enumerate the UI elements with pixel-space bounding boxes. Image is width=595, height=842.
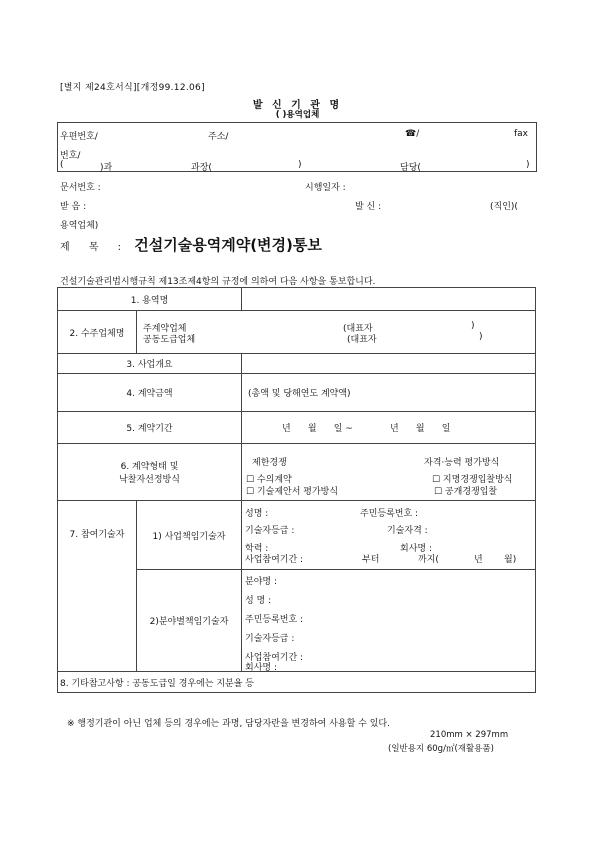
recipient-label: 받 음 : [60,202,87,212]
limited-competition-label: 제한경쟁 [252,458,287,468]
service-company-label: ( )용역업체 [275,110,320,120]
notification-form-table [57,287,536,693]
contract-type-label-line2: 낙찰자선정방식 [119,475,180,485]
address-label: 주소/ [208,132,229,142]
option-negotiated-contract: ☐ 수의계약 [246,475,292,485]
lead-qualification-label: 기술자격 : [387,526,428,536]
contract-type-label-line1: 6. 계약형태 및 [120,462,179,472]
intro-text: 건설기술관리법시행규칙 제13조제4항의 규정에 의하여 다음 사항을 통보합니다. [60,277,376,287]
representative-close-1: ) [471,321,475,331]
section-chief-label: 과장( [191,163,212,173]
row-contractor [58,311,536,354]
contract-amount-value: (총액 및 당해연도 계약액) [242,374,536,412]
contractor-value [137,311,536,354]
row-service-name [58,288,536,311]
contract-type-value [242,444,536,501]
person-in-charge-close: ) [526,160,530,170]
representative-close-2: ) [479,332,483,342]
lead-period-year: 년 [474,555,483,565]
project-overview-label: 3. 사업개요 [58,354,242,374]
paper-size: 210mm × 297mm [430,730,509,740]
lead-company-label: 회사명 : [400,544,432,554]
document-number-label: 문서번호 : [60,183,101,193]
row-project-overview [58,354,536,374]
option-nominated-bidding: ☐ 지명경쟁입찰방식 [432,475,513,485]
representative-label-2: (대표자 [347,335,377,345]
section-chief-close: ) [298,160,302,170]
other-notes: 8. 기타참고사항 : 공동도급일 경우에는 지분율 등 [58,672,536,693]
project-overview-value [242,354,536,374]
seal-label: (직인)( [490,202,518,212]
execution-date-label: 시행일자 : [305,183,346,193]
service-name-value [242,288,536,311]
main-contractor-label: 주계약업체 [143,324,187,334]
representative-label-1: (대표자 [343,324,373,334]
person-in-charge-label: 담당( [400,163,421,173]
postal-code-label: 우편번호/ [60,132,98,142]
phone-label: ☎/ [405,129,420,139]
lead-name-label: 성명 : [245,509,269,519]
lead-period-from: 부터 [362,555,380,565]
row-contract-amount [58,374,536,412]
dept-label: )과 [100,163,113,173]
contract-amount-label: 4. 계약금액 [58,374,242,412]
sender-label: 발 신 : [355,202,382,212]
fax-label: fax [514,129,529,139]
contract-period-label: 5. 계약기간 [58,412,242,444]
option-technical-proposal: ☐ 기술제안서 평가방식 [246,487,339,497]
contract-period-value: 년 월 일 ~ 년 월 일 [242,412,536,444]
subject-title: 건설기술용역계약(변경)통보 [134,236,322,254]
fax-number-label: 번호/ [60,151,81,161]
field-lead-engineer-value [242,570,536,672]
row-contract-period [58,412,536,444]
service-name-label: 1. 용역명 [58,288,242,311]
lead-period-month: 월) [504,555,517,565]
subject-label: 제 목 : [60,242,130,253]
issuing-agency-name: 발 신 기 관 명 [252,100,343,111]
field-company-label: 회사명 : [245,663,277,673]
lead-education-label: 학력 : [245,544,269,554]
contractor-label: 2. 수주업체명 [58,311,137,354]
field-grade-label: 기술자등급 : [245,634,295,644]
qualification-evaluation-label: 자격·능력 평가방식 [424,458,500,468]
row-engineer-lead [58,501,536,570]
form-number: [별지 제24호서식][개정99.12.06] [60,83,205,93]
project-lead-engineer-label: 1) 사업책임기술자 [137,501,242,570]
service-company-close: 용역업체) [60,221,99,231]
row-other-notes [58,672,536,693]
field-person-name-label: 성 명 : [245,596,272,606]
lead-rrn-label: 주민등록번호 : [360,509,419,519]
project-lead-engineer-value [242,501,536,570]
joint-contractor-label: 공동도급업체 [143,335,196,345]
option-open-bidding: ☐ 공개경쟁입찰 [434,487,498,497]
paper-type: (일반용지 60g/㎡(재활용품) [388,744,494,754]
field-rrn-label: 주민등록번호 : [245,615,304,625]
lead-grade-label: 기술자등급 : [245,526,295,536]
contract-type-label [58,444,242,501]
address-box [57,122,537,172]
lead-period-label: 사업참여기간 : [245,555,304,565]
row-contract-type [58,444,536,501]
lead-period-to: 까지( [418,555,439,565]
field-name-label: 분야명 : [245,577,277,587]
field-lead-engineer-label: 2)분야별책임기술자 [137,570,242,672]
participating-engineers-label: 7. 참여기술자 [58,501,137,672]
field-period-label: 사업참여기간 : [245,653,304,663]
subject-line [60,234,322,255]
footnote: ※ 행정기관이 아닌 업체 등의 경우에는 과명, 담당자란을 변경하여 사용할 수 있다. [67,719,390,729]
dept-open: ( [60,160,64,170]
